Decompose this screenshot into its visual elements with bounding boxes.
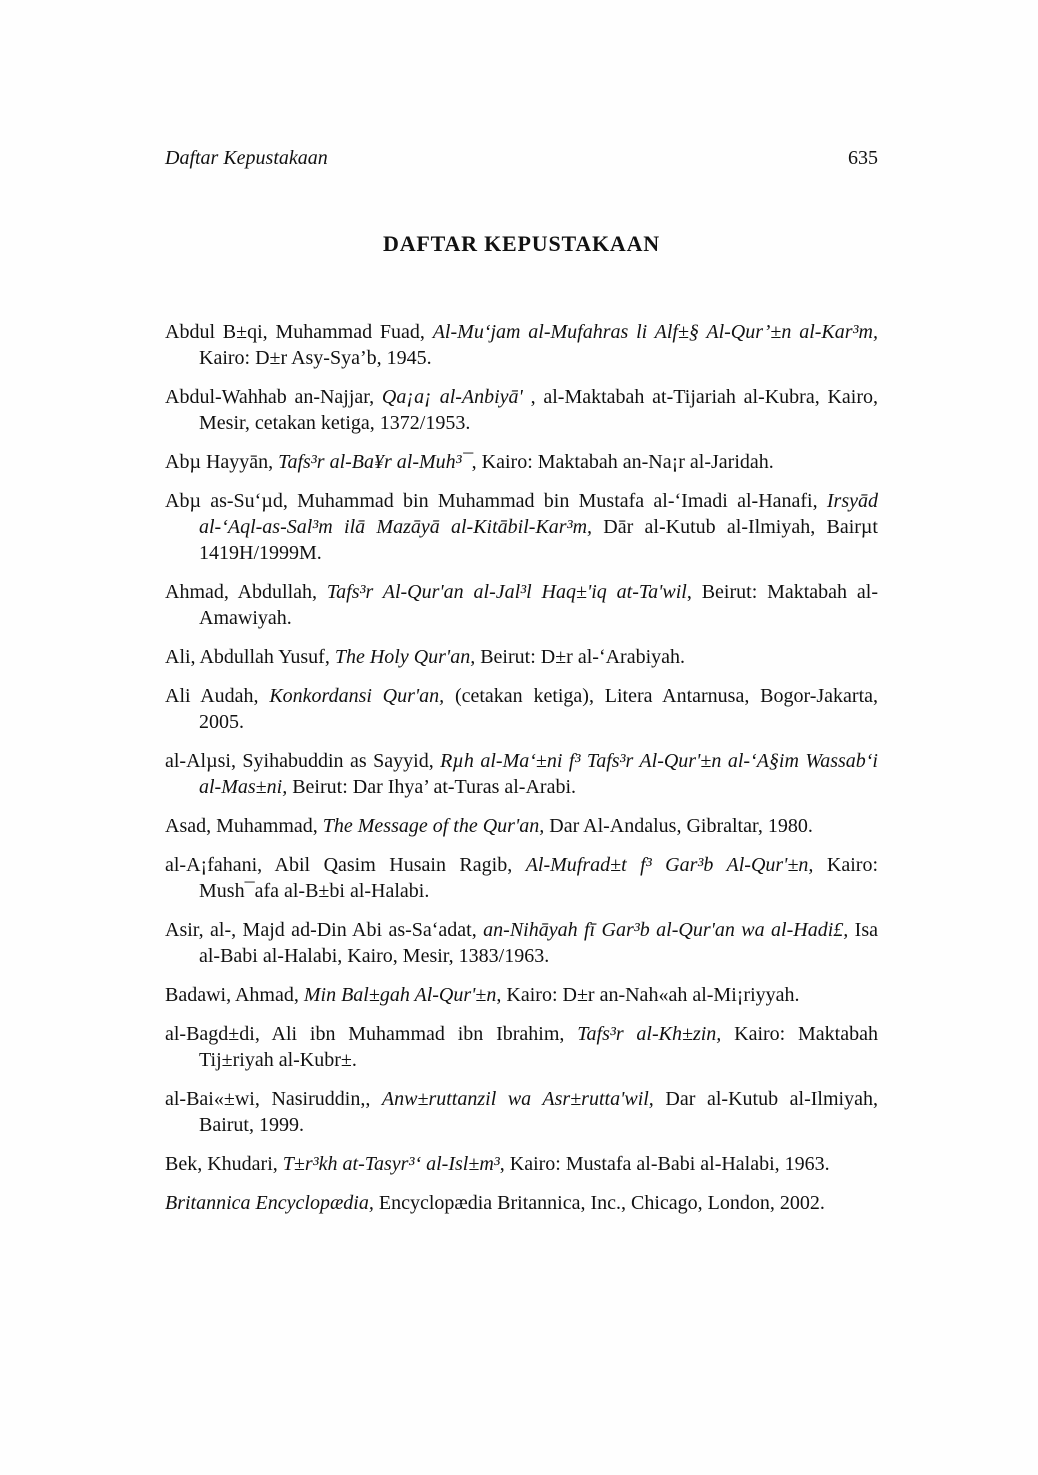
bibliography-entry: [165, 644, 878, 670]
entry-text-segment: Ali Audah,: [165, 685, 270, 707]
entry-text-segment: , Kairo: Maktabah an-Na¡r al-Jaridah.: [471, 451, 774, 473]
bibliography-entry: [165, 384, 878, 436]
entry-text-segment: Kairo: Mush¯afa al-B±bi al-Halabi.: [199, 854, 879, 902]
page-title: DAFTAR KEPUSTAKAAN: [383, 231, 660, 256]
entry-title-segment: T±r³kh at-Tasyr³‘ al-Isl±m³: [282, 1153, 500, 1175]
entry-text-segment: Bek, Khudari,: [165, 1153, 283, 1175]
entry-text-segment: Abµ as-Su‘µd, Muhammad bin Muhammad bin Mustafa al-‘Imadi al-Hanafi,: [165, 490, 827, 512]
entry-text-segment: Beirut: D±r al-‘Arabiyah.: [475, 646, 686, 668]
entry-text-segment: al-Bai«±wi, Nasiruddin,,: [165, 1088, 382, 1110]
bibliography-entry: [165, 748, 878, 800]
entry-title-segment: Tafs³r Al-Qur'an al-Jal³l Haq±'iq at-Ta'wil: [326, 581, 687, 603]
entry-title-segment: Britannica Encyclopædia,: [165, 1192, 374, 1214]
running-header: [165, 146, 878, 170]
bibliography-entry: [165, 917, 878, 969]
bibliography-entry: [165, 1151, 878, 1177]
bibliography-entry: [165, 579, 878, 631]
entry-text-segment: , Kairo: D±r an-Nah«ah al-Mi¡riyyah.: [496, 984, 800, 1006]
entry-title-segment: Rµh al-Ma‘±ni f³ Tafs³r Al-Qur'±n al-‘A§im Wassab‘i al-Mas±ni,: [199, 750, 878, 798]
entry-title-segment: an-Nihāyah fī Gar³b al-Qur'an wa al-Hadi£,: [483, 919, 849, 941]
bibliography-entry: [165, 1086, 878, 1138]
entry-title-segment: Min Bal±gah Al-Qur'±n: [303, 984, 497, 1006]
entry-title-segment: Irsyād al-‘Aql-as-Sal³m ilā Mazāyā al-Kitābil-Kar³m,: [199, 490, 878, 538]
entry-text-segment: , al-Maktabah at-Tijariah al-Kubra, Kairo, Mesir, cetakan ketiga, 1372/1953.: [199, 386, 878, 434]
entry-text-segment: Isa al-Babi al-Halabi, Kairo, Mesir, 1383/1963.: [199, 919, 878, 967]
bibliography-entry: [165, 449, 878, 475]
entry-text-segment: , Kairo: Mustafa al-Babi al-Halabi, 1963.: [499, 1153, 830, 1175]
entry-text-segment: al-Alµsi, Syihabuddin as Sayyid,: [165, 750, 441, 772]
bibliography-entry: [165, 319, 878, 371]
running-header-title: Daftar Kepustakaan: [165, 147, 328, 169]
bibliography-entry: [165, 813, 878, 839]
entry-text-segment: Dar Al-Andalus, Gibraltar, 1980.: [544, 815, 813, 837]
entry-text-segment: Asad, Muhammad,: [165, 815, 323, 837]
entry-title-segment: Anw±ruttanzil wa Asr±rutta'wil,: [381, 1088, 654, 1110]
bibliography-entry: [165, 1021, 878, 1073]
entry-text-segment: (cetakan ketiga), Litera Antarnusa, Bogor-Jakarta, 2005.: [199, 685, 878, 733]
entry-text-segment: Kairo: Maktabah Tij±riyah al-Kubr±.: [199, 1023, 878, 1071]
entry-text-segment: Dār al-Kutub al-Ilmiyah, Bairµt 1419H/1999M.: [199, 516, 878, 564]
bibliography-entry: [165, 488, 878, 566]
entry-text-segment: Kairo: D±r Asy-Sya’b, 1945.: [199, 347, 432, 369]
entry-title-segment: Al-Mu‘jam al-Mufahras li Alf±§ Al-Qur’±n al-Kar³m,: [432, 321, 878, 343]
entry-title-segment: Tafs³r al-Kh±zin,: [577, 1023, 722, 1045]
entry-title-segment: Tafs³r al-Ba¥r al-Muh³¯: [278, 451, 472, 473]
entry-text-segment: Beirut: Dar Ihya’ at-Turas al-Arabi.: [287, 776, 577, 798]
bibliography-entry: [165, 683, 878, 735]
entry-title-segment: The Holy Qur'an,: [334, 646, 476, 668]
entry-text-segment: Ahmad, Abdullah,: [165, 581, 327, 603]
entry-title-segment: Konkordansi Qur'an,: [269, 685, 445, 707]
entry-text-segment: al-Bagd±di, Ali ibn Muhammad ibn Ibrahim,: [165, 1023, 578, 1045]
entry-text-segment: Abdul B±qi, Muhammad Fuad,: [165, 321, 433, 343]
bibliography-entry: [165, 982, 878, 1008]
entry-text-segment: Asir, al-, Majd ad-Din Abi as-Sa‘adat,: [165, 919, 484, 941]
entry-text-segment: Abµ Hayyān,: [165, 451, 279, 473]
entry-title-segment: Qa¡a¡ al-Anbiyā': [381, 386, 523, 408]
entry-text-segment: , Beirut: Maktabah al-Amawiyah.: [199, 581, 878, 629]
entry-text-segment: Ali, Abdullah Yusuf,: [165, 646, 335, 668]
entry-text-segment: Encyclopædia Britannica, Inc., Chicago, London, 2002.: [373, 1192, 825, 1214]
entry-text-segment: Abdul-Wahhab an-Najjar,: [165, 386, 382, 408]
bibliography-entry: [165, 1190, 878, 1216]
entry-text-segment: Badawi, Ahmad,: [165, 984, 304, 1006]
entry-title-segment: The Message of the Qur'an,: [322, 815, 545, 837]
entry-text-segment: Dar al-Kutub al-Ilmiyah, Bairut, 1999.: [199, 1088, 878, 1136]
page-number: 635: [848, 147, 878, 169]
entry-title-segment: Al-Mufrad±t f³ Gar³b Al-Qur'±n,: [525, 854, 814, 876]
bibliography-entry: [165, 852, 878, 904]
bibliography-list: [165, 319, 878, 1216]
entry-text-segment: al-A¡fahani, Abil Qasim Husain Ragib,: [165, 854, 526, 876]
